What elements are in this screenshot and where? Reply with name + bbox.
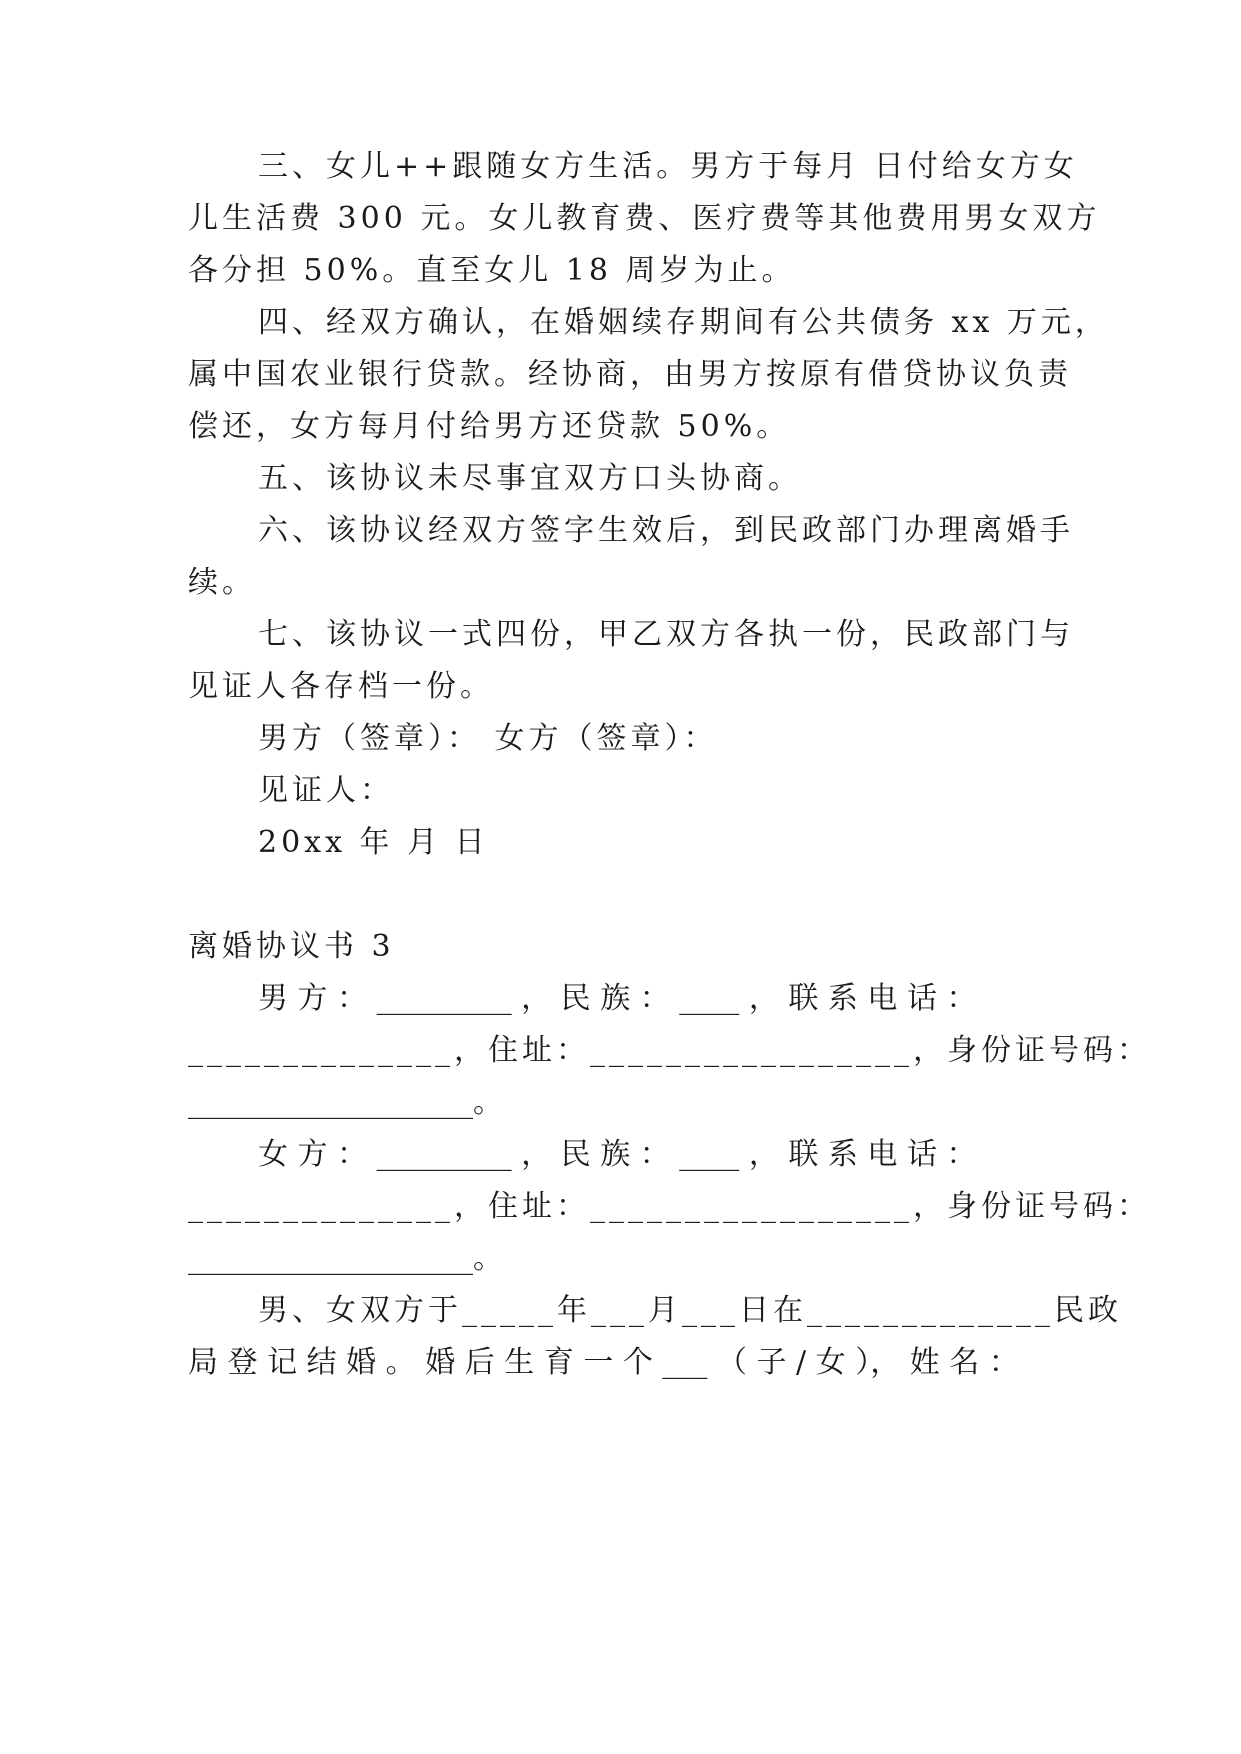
clause-3-line-1: 三、女儿++跟随女方生活。男方于每月 日付给女方女 — [258, 149, 1078, 184]
clause-7-line-2: 见证人各存档一份。 — [188, 669, 494, 704]
clause-6-line-1: 六、该协议经双方签字生效后，到民政部门办理离婚手 — [258, 513, 1074, 548]
marriage-line-2: 局 登 记 结 婚 。 婚 后 生 育 一 个 ___ （ 子 / 女 ）， 姓 名 ： — [188, 1345, 1019, 1380]
marriage-line-1: 男、女双方于_____年___月___日在_____________民政 — [258, 1293, 1122, 1328]
signature-line: 男方（签章）： 女方（签章）： — [258, 721, 718, 756]
date-line: 20xx 年 月 日 — [258, 825, 489, 860]
clause-4-line-2: 属中国农业银行贷款。经协商，由男方按原有借贷协议负责 — [188, 357, 1072, 392]
witness-line: 见证人： — [258, 773, 394, 808]
section-heading: 离婚协议书 3 — [188, 929, 395, 964]
male-party-line-3: ___________________。 — [188, 1085, 503, 1120]
clause-6-line-2: 续。 — [188, 565, 256, 600]
clause-3-line-2: 儿生活费 300 元。女儿教育费、医疗费等其他费用男女双方 — [188, 201, 1101, 236]
clause-4-line-1: 四、经双方确认，在婚姻续存期间有公共债务 xx 万元， — [258, 305, 1109, 340]
female-party-line-3: ___________________。 — [188, 1241, 503, 1276]
female-party-line-2: ______________，住址：_________________，身份证号码： — [188, 1189, 1151, 1224]
male-party-line-1: 男 方 ： _________ ， 民 族 ： ____ ， 联 系 电 话 ： — [258, 981, 977, 1016]
clause-4-line-3: 偿还，女方每月付给男方还贷款 50%。 — [188, 409, 791, 444]
female-party-line-1: 女 方 ： _________ ， 民 族 ： ____ ， 联 系 电 话 ： — [258, 1137, 977, 1172]
clause-5-line-1: 五、该协议未尽事宜双方口头协商。 — [258, 461, 802, 496]
male-party-line-2: ______________，住址：_________________，身份证号码： — [188, 1033, 1151, 1068]
clause-7-line-1: 七、该协议一式四份，甲乙双方各执一份，民政部门与 — [258, 617, 1074, 652]
clause-3-line-3: 各分担 50%。直至女儿 18 周岁为止。 — [188, 253, 796, 288]
